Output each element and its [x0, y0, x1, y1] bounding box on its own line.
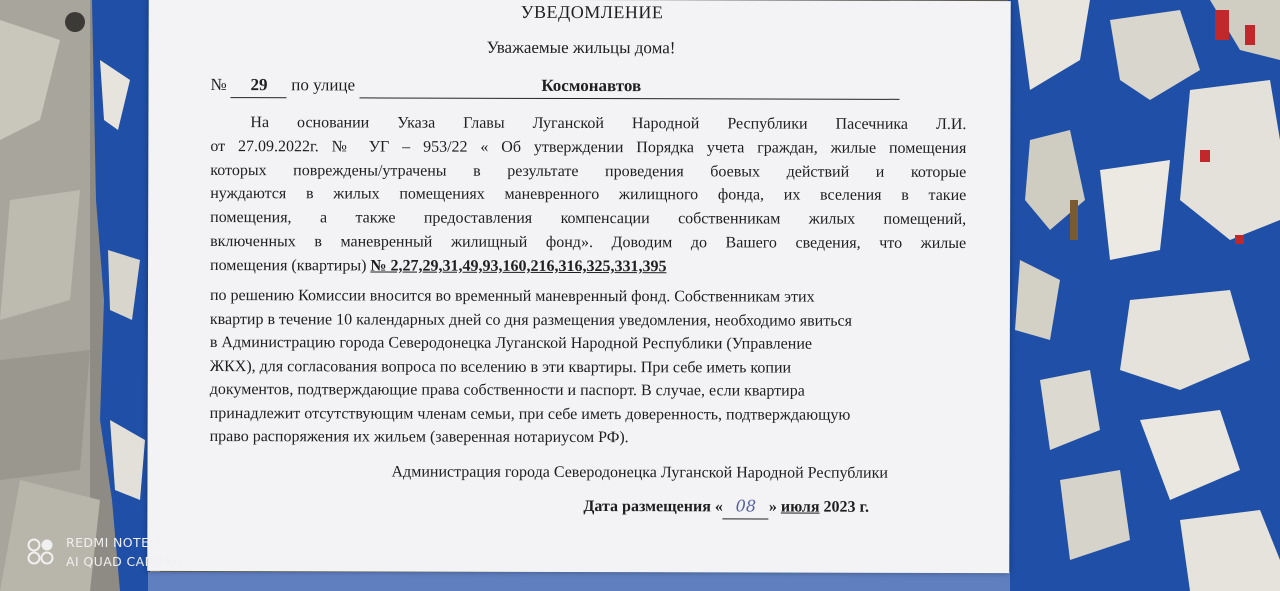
date-close-quote: » [768, 498, 777, 516]
watermark-model: REDMI NOTE 9 [66, 535, 163, 550]
paragraph-line: помещения, а также предоставления компенсации собственникам жилых помещений, [210, 209, 967, 229]
date-year: 2023 г. [823, 498, 870, 516]
watermark-camera: AI QUAD CAMERA [66, 554, 182, 569]
apartments-prefix: помещения (квартиры) [210, 256, 367, 275]
house-number: 29 [231, 73, 287, 98]
apartments-line [210, 254, 966, 280]
posting-date [583, 494, 869, 520]
paragraph-line: включенных в маневренный жилищный фонд». Доводим до Вашего сведения, что жилые [210, 233, 967, 252]
house-prefix: № [210, 75, 227, 95]
notice-greeting: Уважаемые жильцы дома! [486, 37, 676, 58]
date-month: июля [780, 498, 820, 516]
instructions-paragraph [210, 284, 970, 450]
date-open-quote: « [714, 498, 723, 516]
address-line [210, 73, 899, 100]
date-day-handwritten: 08 [723, 494, 769, 519]
paragraph-line: по решению Комиссии вносится во временный маневренный фонд. Собственникам этих [209, 287, 815, 306]
notice-title: УВЕДОМЛЕНИЕ [520, 1, 664, 23]
paragraph-line: от 27.09.2022г. № УГ – 953/22 « Об утверждении Порядка учета граждан, жилые помещения [210, 137, 967, 157]
notice-sheet [147, 0, 1010, 573]
camera-watermark [66, 533, 182, 571]
street-name: Космонавтов [359, 73, 899, 99]
date-label: Дата размещения [583, 498, 711, 516]
paragraph-line: которых повреждены/утрачены в результате проведения боевых действий и которые [210, 161, 967, 181]
camera-watermark-icon [26, 537, 56, 567]
paragraph-line: квартир в течение 10 календарных дней со дня размещения уведомления, необходимо явиться [209, 310, 853, 330]
paragraph-line: право распоряжения их жильем (заверенная нотариусом РФ). [209, 428, 629, 447]
decree-paragraph [210, 111, 966, 280]
paragraph-line: принадлежит отсутствующим членам семьи, при себе иметь доверенность, подтверждающую [209, 404, 851, 424]
paragraph-line: документов, подтверждающие права собственности и паспорт. В случае, если квартира [209, 381, 805, 400]
street-prefix: по улице [291, 75, 356, 95]
signature-line: Администрация города Северодонецка Луганской Народной Республики [391, 463, 888, 482]
apartment-numbers: № 2,27,29,31,49,93,160,216,316,325,331,395 [370, 257, 667, 276]
paragraph-line: в Администрацию города Северодонецка Луганской Народной Республики (Управление [209, 334, 813, 353]
paragraph-line: ЖКХ), для согласования вопроса по вселению в эти квартиры. При себе иметь копии [209, 357, 792, 377]
paragraph-line: нуждаются в жилых помещениях маневренного жилищного фонда, их вселения в такие [210, 185, 967, 205]
paragraph-line: На основании Указа Главы Луганской Народной Республики Пасечника Л.И. [250, 114, 967, 134]
